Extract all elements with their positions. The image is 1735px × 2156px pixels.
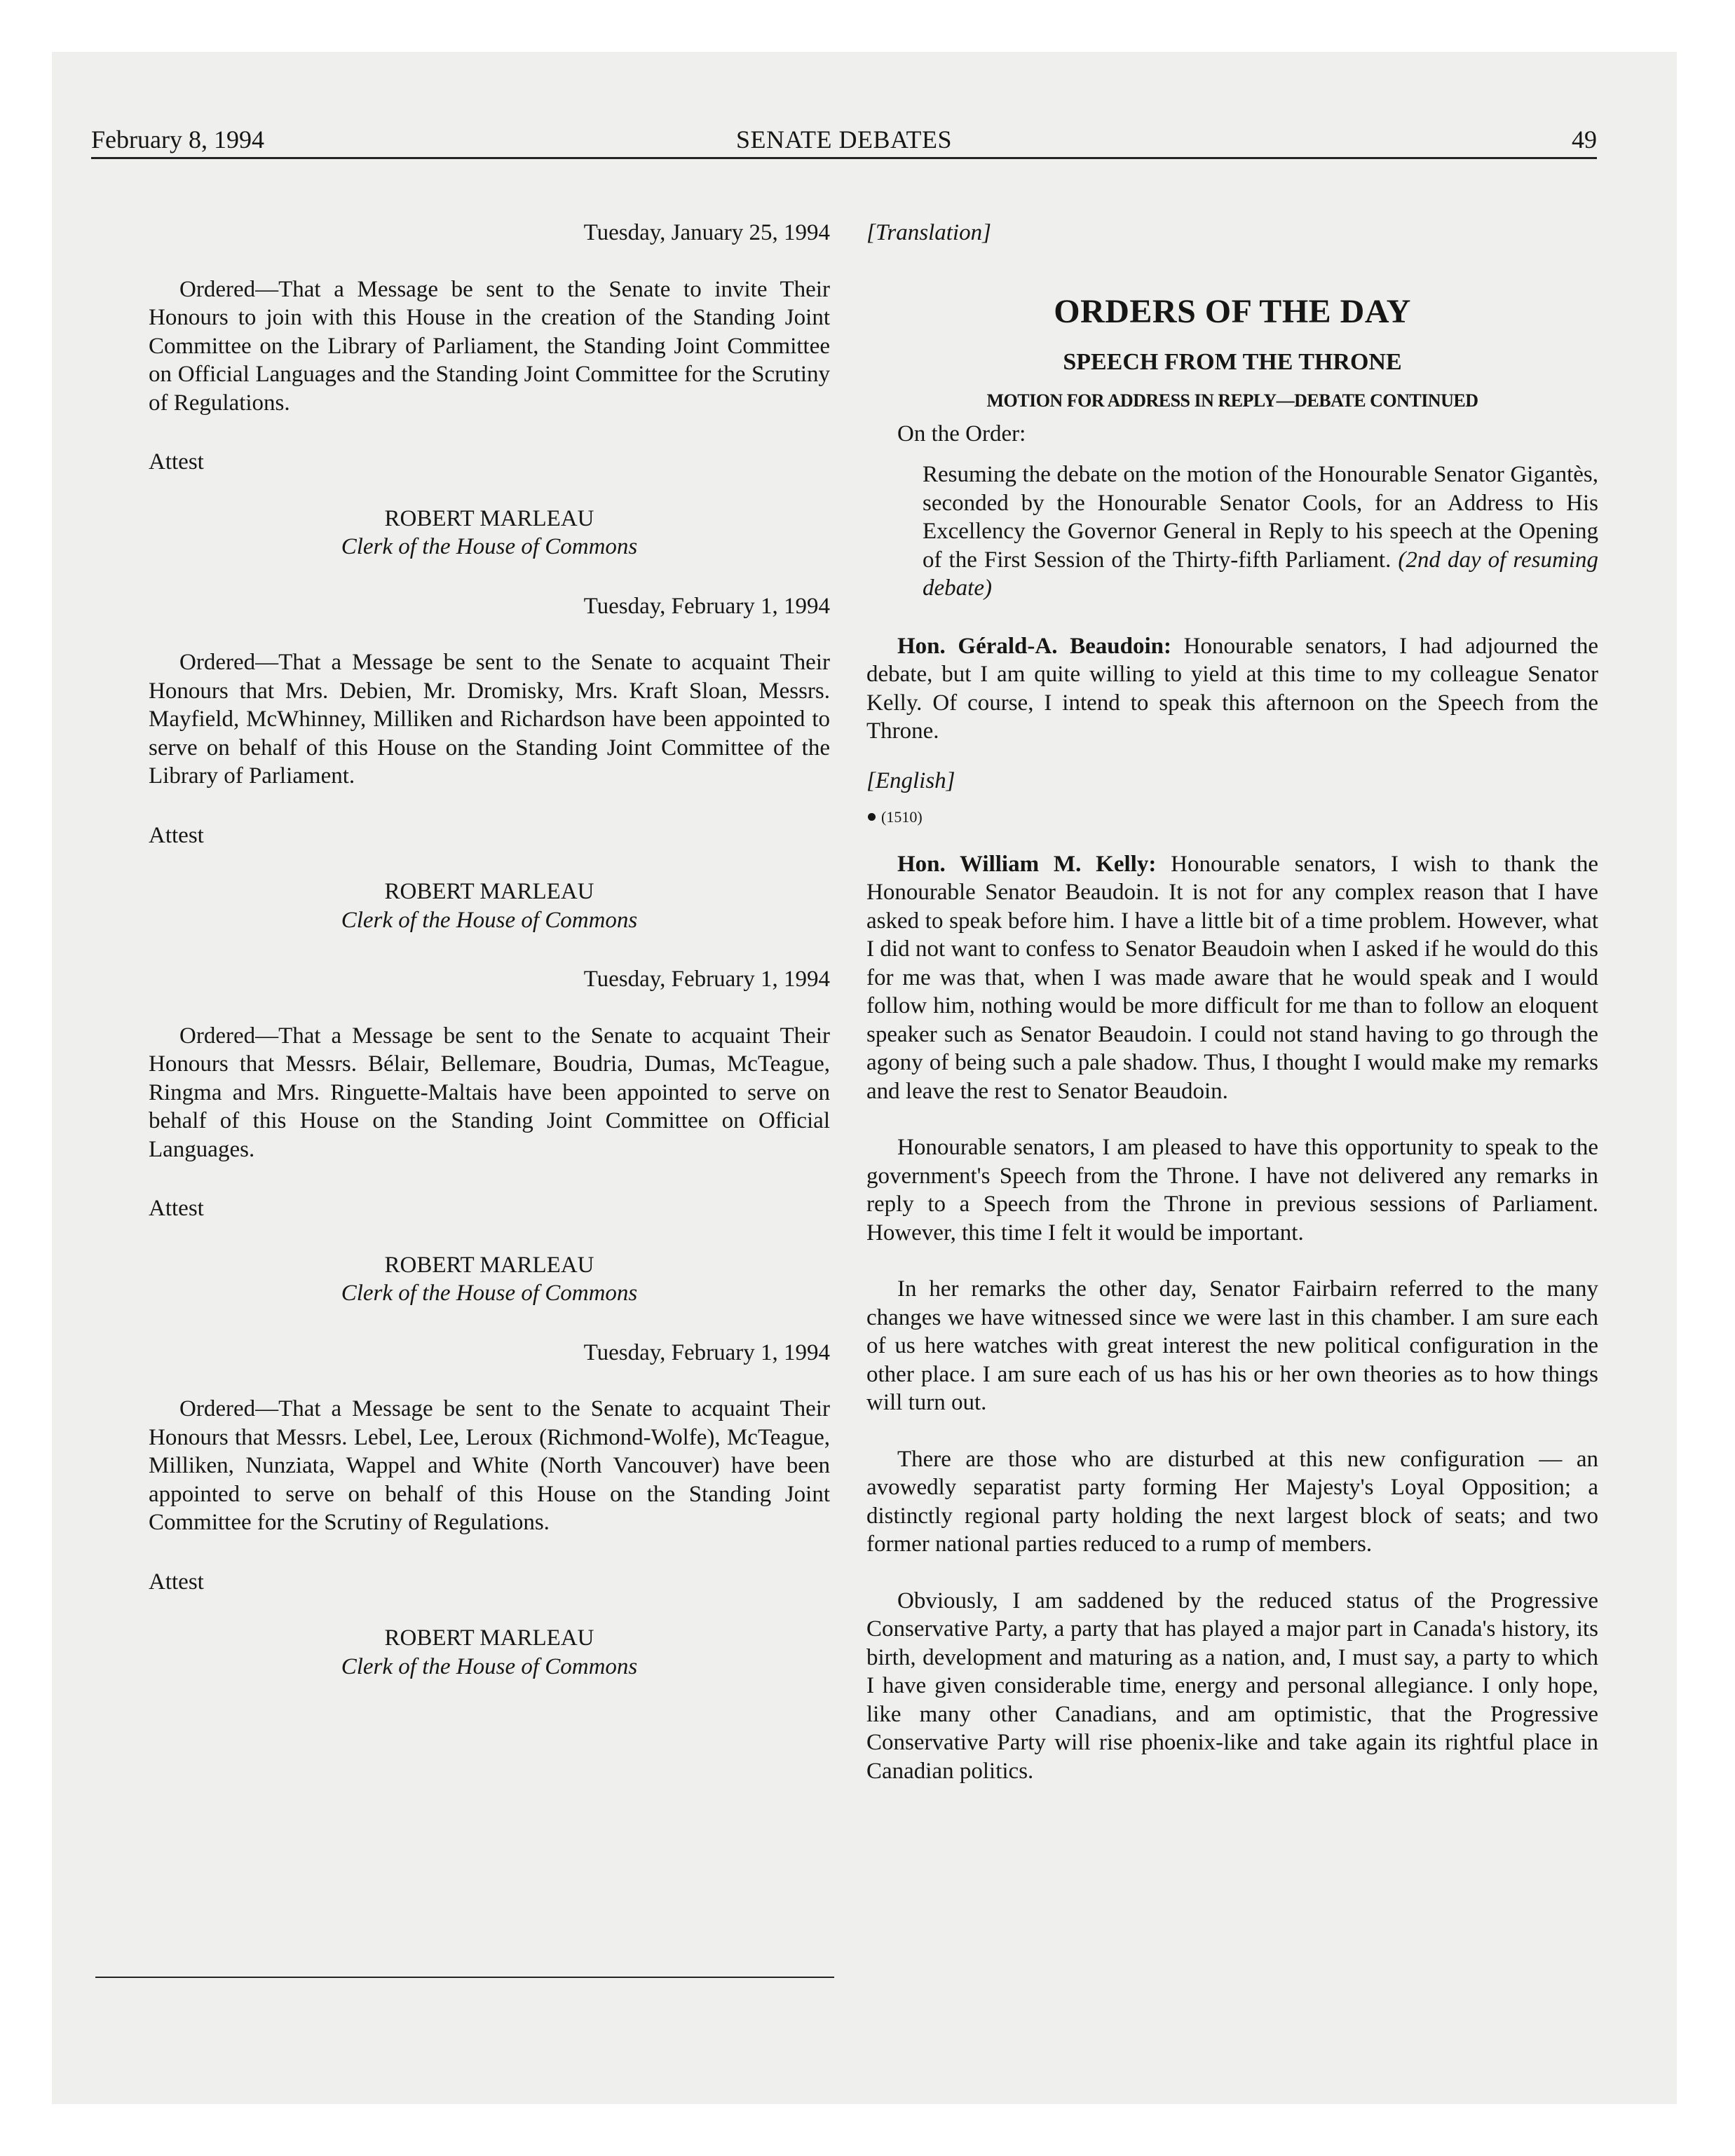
time-marker-text: (1510) [881, 808, 923, 826]
right-column [866, 219, 1598, 1785]
time-marker [868, 803, 1598, 832]
signatory-title: Clerk of the House of Commons [341, 1281, 638, 1306]
speech-text: Honourable senators, I had adjourned the debate, but I am quite willing to yield at this time to my colleague Senator Kelly. Of course, I intend to speak this afternoon on the Speech from the Throne. [866, 633, 1599, 744]
page-header [91, 122, 1597, 159]
speaker-name: Hon. Gérald-A. Beaudoin: [897, 633, 1172, 659]
translation-tag: [Translation] [866, 220, 991, 245]
resuming-text: Resuming the debate on the motion of the Honourable Senator Gigantès, seconded by the Honourable Senator Cools, for an Address to His Excellency the Governor General in Reply to his speech at the Opening of the First Session of the Thirty-fifth Parliament. [923, 462, 1598, 573]
signatory-name: ROBERT MARLEAU [384, 1252, 594, 1278]
left-column [149, 219, 830, 1681]
message-order: Ordered—That a Message be sent to the Senate to acquaint Their Honours that Mrs. Debien, Mr. Dromisky, Mrs. Kraft Sloan, Messrs. Mayfield, McWhinney, Milliken and Richardson have been appointed to serve on behalf of this House on the Standing Joint Committee of the Library of Parliament. [149, 650, 830, 789]
header-date: February 8, 1994 [91, 125, 264, 153]
signatory-name: ROBERT MARLEAU [384, 1625, 594, 1651]
signatory-title: Clerk of the House of Commons [341, 534, 638, 559]
column-end-rule [95, 1977, 834, 1978]
speech-paragraph: There are those who are disturbed at this new configuration — an avowedly separatist party forming Her Majesty's Loyal Opposition; a distinctly regional party holding the next largest block of seats; and two former national parties reduced to a rump of members. [866, 1446, 1598, 1557]
resuming-day-note: (2nd day of resuming debate) [923, 547, 1598, 601]
speech-paragraph: In her remarks the other day, Senator Fairbairn referred to the many changes we have witnessed since we were last in this chamber. I am sure each of us here watches with great interest the new political configuration in the other place. I am sure each of us has his or her own theories as to how things will turn out. [866, 1276, 1598, 1415]
attest-label: Attest [149, 822, 204, 848]
attest-label: Attest [149, 1569, 204, 1595]
message-order: Ordered—That a Message be sent to the Senate to acquaint Their Honours that Messrs. Bélair, Bellemare, Boudria, Dumas, McTeague, Ringma and Mrs. Ringuette-Maltais have been appointed to serve on behalf of this House on the Standing Joint Committee on Official Languages. [149, 1023, 830, 1162]
message-dateline: Tuesday, January 25, 1994 [583, 220, 830, 245]
motion-heading: MOTION FOR ADDRESS IN REPLY—DEBATE CONTINUED [986, 390, 1478, 411]
message-order: Ordered—That a Message be sent to the Senate to acquaint Their Honours that Messrs. Lebel, Lee, Leroux (Richmond-Wolfe), McTeague, Milliken, Nunziata, Wappel and White (North Vancouver) have been appointed to serve on behalf of this House on the Standing Joint Committee for the Scrutiny of Regulations. [149, 1396, 830, 1535]
message-dateline: Tuesday, February 1, 1994 [583, 967, 830, 992]
speech-paragraph: Obviously, I am saddened by the reduced status of the Progressive Conservative Party, a party that has played a major part in Canada's history, its birth, development and maturing as a nation, and, I must say, a party to which I have given considerable time, energy and personal allegiance. I only hope, like many other Canadians, and am optimistic, that the Progressive Conservative Party will rise phoenix-like and take again its rightful place in Canadian politics. [866, 1588, 1598, 1784]
speech-paragraph: Honourable senators, I am pleased to have this opportunity to speak to the government's Speech from the Throne. I have not delivered any remarks in reply to a Speech from the Throne in previous sessions of Parliament. However, this time I felt it would be important. [866, 1135, 1598, 1246]
signatory-name: ROBERT MARLEAU [384, 879, 594, 904]
message-order: Ordered—That a Message be sent to the Senate to invite Their Honours to join with this House in the creation of the Standing Joint Committee on the Library of Parliament, the Standing Joint Committee on Official Languages and the Standing Joint Committee for the Scrutiny of Regulations. [149, 276, 830, 416]
bullet-icon [868, 813, 876, 821]
message-dateline: Tuesday, February 1, 1994 [583, 1339, 830, 1365]
attest-label: Attest [149, 449, 204, 475]
signatory-title: Clerk of the House of Commons [341, 907, 638, 933]
message-dateline: Tuesday, February 1, 1994 [583, 593, 830, 619]
on-the-order-label: On the Order: [897, 421, 1026, 446]
signatory-title: Clerk of the House of Commons [341, 1653, 638, 1679]
attest-label: Attest [149, 1196, 204, 1221]
resuming-debate-text [866, 460, 1598, 603]
speech-text: Honourable senators, I wish to thank the Honourable Senator Beaudoin. It is not for any complex reason that I have asked to speak before him. I have a little bit of a time problem. However, what I did not want to confess to Senator Beaudoin when I asked if he would do this for me was that, when I was made aware that he would speak and I would follow him, nothing would be more difficult for me than to follow an eloquent speaker such as Senator Beaudoin. I could not stand having to go through the agony of being such a pale shadow. Thus, I thought I would make my remarks and leave the rest to Senator Beaudoin. [866, 851, 1599, 1104]
speaker-name: Hon. William M. Kelly: [897, 851, 1157, 877]
page-number: 49 [1572, 125, 1597, 153]
orders-of-the-day-heading: ORDERS OF THE DAY [1054, 292, 1411, 330]
beaudoin-speech [866, 632, 1598, 746]
english-tag: [English] [866, 767, 955, 793]
kelly-speech [866, 850, 1598, 1106]
header-title: SENATE DEBATES [735, 125, 952, 153]
speech-from-throne-heading: SPEECH FROM THE THRONE [1063, 348, 1402, 375]
signatory-name: ROBERT MARLEAU [384, 505, 594, 531]
